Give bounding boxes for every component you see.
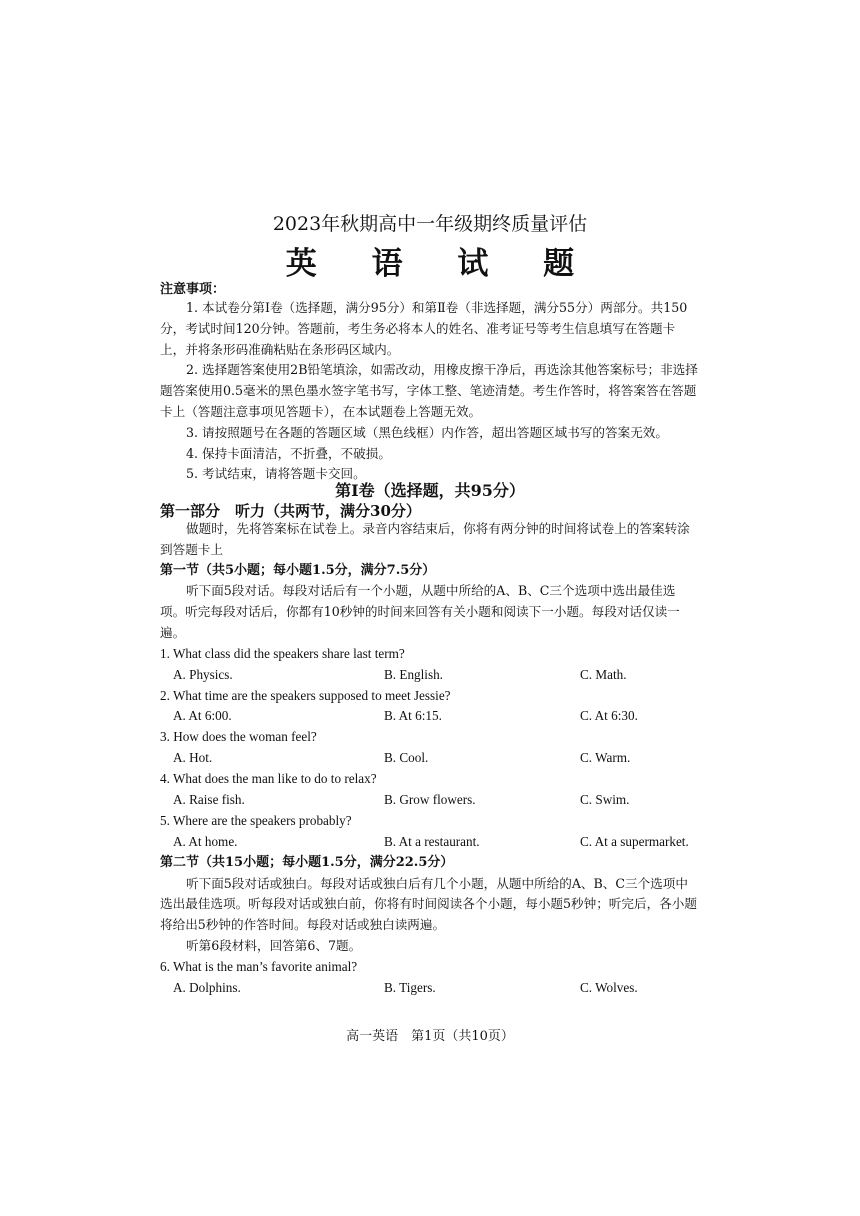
question-5: 5. Where are the speakers probably? — [160, 812, 352, 828]
options-2 — [160, 706, 700, 727]
question-2: 2. What time are the speakers supposed to meet Jessie? — [160, 687, 451, 703]
option-b: B. Cool. — [384, 750, 429, 766]
option-a: A. Dolphins. — [173, 979, 241, 995]
option-c: C. Wolves. — [580, 979, 638, 995]
section2-material: 听第6段材料，回答第6、7题。 — [186, 937, 362, 953]
exam-title: 2023年秋期高中一年级期终质量评估 — [272, 213, 588, 235]
part1-content — [160, 519, 700, 999]
option-b: B. At a restaurant. — [384, 833, 480, 849]
notice-item: 4. 保持卡面清洁，不折叠，不破损。 — [186, 445, 391, 461]
volume-title: 第Ⅰ卷（选择题，共95分） — [335, 481, 525, 500]
option-c: C. At 6:30. — [580, 708, 638, 724]
section1-title: 第一节（共5小题；每小题1.5分，满分7.5分） — [160, 562, 436, 578]
part1-intro: 做题时，先将答案标在试卷上。录音内容结束后，你将有两分钟的时间将试卷上的答案转涂到答题卡上 — [160, 521, 690, 557]
question-4: 4. What does the man like to do to relax? — [160, 771, 377, 787]
options-1 — [160, 665, 700, 686]
part1-title: 第一部分 听力（共两节，满分30分） — [160, 502, 421, 520]
options-6 — [160, 978, 700, 999]
notice-item: 5. 考试结束，请将答题卡交回。 — [186, 466, 366, 482]
section2-title: 第二节（共15小题；每小题1.5分，满分22.5分） — [160, 854, 454, 870]
notice-item: 3. 请按照题号在各题的答题区域（黑色线框）内作答，超出答题区域书写的答案无效。 — [186, 424, 668, 440]
option-a: A. At home. — [173, 833, 238, 849]
notice-item: 1. 本试卷分第Ⅰ卷（选择题，满分95分）和第Ⅱ卷（非选择题，满分55分）两部分。共150分，考试时间120分钟。答题前，考生务必将本人的姓名、准考证号等考生信息填写在答题卡上，并将条形码准确粘贴在条形码区域内。 — [160, 300, 688, 357]
option-a: A. Raise fish. — [173, 791, 245, 807]
option-b: B. Grow flowers. — [384, 791, 476, 807]
option-a: A. Hot. — [173, 750, 213, 766]
option-c: C. Swim. — [580, 791, 630, 807]
subject-title: 英 语 试 题 — [285, 246, 597, 282]
section2-instructions: 听下面5段对话或独白。每段对话或独白后有几个小题，从题中所给的A、B、C三个选项中选出最佳选项。听每段对话或独白前，你将有时间阅读各个小题，每小题5秒钟；听完后，各小题将给出5秒钟的作答时间。每段对话或独白读两遍。 — [160, 875, 697, 933]
question-1: 1. What class did the speakers share last term? — [160, 645, 405, 661]
option-a: A. Physics. — [173, 666, 233, 682]
option-b: B. At 6:15. — [384, 708, 442, 724]
option-b: B. English. — [384, 666, 443, 682]
options-3 — [160, 748, 700, 769]
option-b: B. Tigers. — [384, 979, 436, 995]
options-5 — [160, 832, 700, 853]
option-c: C. At a supermarket. — [580, 833, 689, 849]
question-6: 6. What is the man’s favorite animal? — [160, 958, 358, 974]
notice-item: 2. 选择题答案使用2B铅笔填涂，如需改动，用橡皮擦干净后，再选涂其他答案标号；非选择题答案使用0.5毫米的黑色墨水签字笔书写，字体工整、笔迹清楚。考生作答时，将答案答在答题卡上（答题注意事项见答题卡），在本试题卷上答题无效。 — [160, 362, 698, 419]
option-a: A. At 6:00. — [173, 708, 232, 724]
option-c: C. Math. — [580, 666, 627, 682]
section1-instructions: 听下面5段对话。每段对话后有一个小题，从题中所给的A、B、C三个选项中选出最佳选项。听完每段对话后，你都有10秒钟的时间来回答有关小题和阅读下一小题。每段对话仅读一遍。 — [160, 583, 680, 640]
options-4 — [160, 790, 700, 811]
notice-list — [160, 298, 700, 485]
question-3: 3. How does the woman feel? — [160, 729, 317, 745]
page-footer: 高一英语 第1页（共10页） — [346, 1029, 514, 1044]
notice-heading: 注意事项： — [160, 282, 226, 297]
option-c: C. Warm. — [580, 750, 631, 766]
